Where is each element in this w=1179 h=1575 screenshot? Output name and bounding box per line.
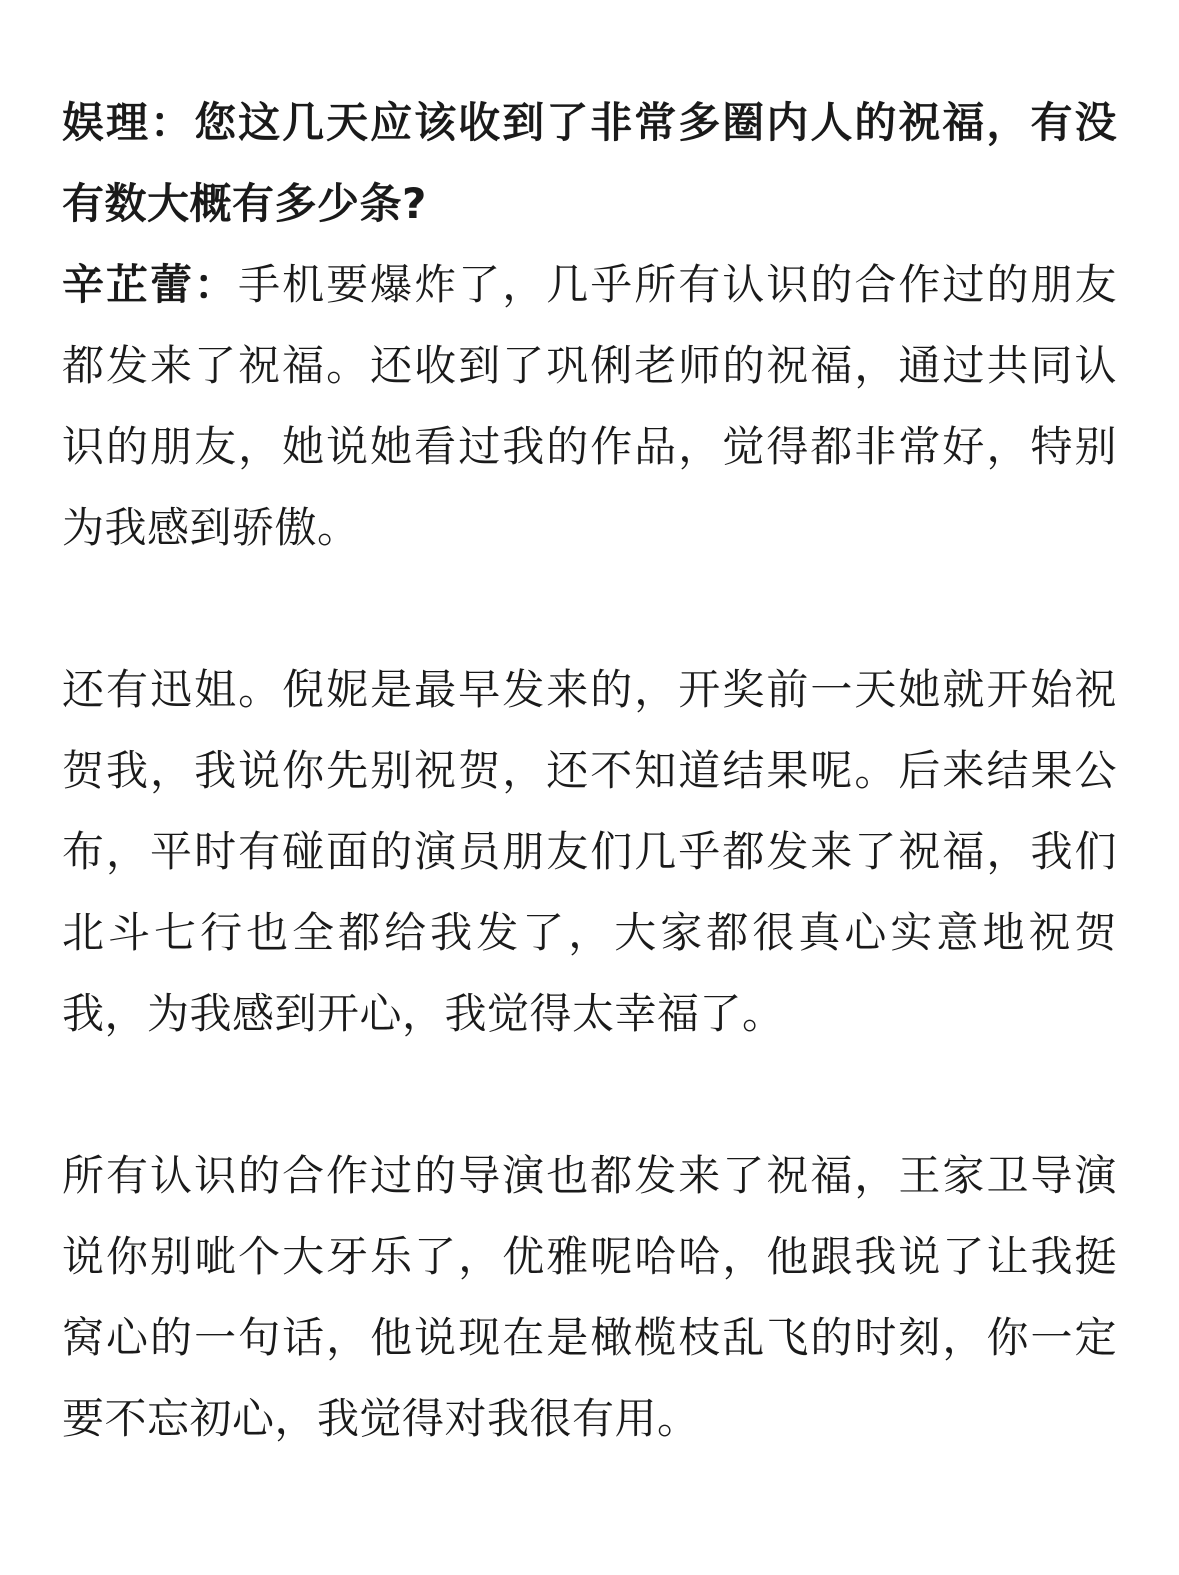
- answer-text-1: 手机要爆炸了，几乎所有认识的合作过的朋友都发来了祝福。还收到了巩俐老师的祝福，通过共同认识的朋友，她说她看过我的作品，觉得都非常好，特别为我感到骄傲。: [62, 260, 1117, 552]
- interviewee-name: 辛芷蕾：: [62, 260, 239, 309]
- paragraph-spacer: [62, 568, 1117, 649]
- question-paragraph: [62, 82, 1117, 244]
- interviewer-name: 娱理：: [62, 98, 195, 147]
- question-text: 您这几天应该收到了非常多圈内人的祝福，有没有数大概有多少条?: [62, 98, 1117, 228]
- answer-paragraph-1: [62, 244, 1117, 568]
- answer-paragraph-2: 还有迅姐。倪妮是最早发来的，开奖前一天她就开始祝贺我，我说你先别祝贺，还不知道结果呢。后来结果公布，平时有碰面的演员朋友们几乎都发来了祝福，我们北斗七行也全都给我发了，大家都很真心实意地祝贺我，为我感到开心，我觉得太幸福了。: [62, 665, 1117, 1038]
- paragraph-spacer: [62, 1054, 1117, 1135]
- answer-paragraph-3: 所有认识的合作过的导演也都发来了祝福，王家卫导演说你别呲个大牙乐了，优雅呢哈哈，他跟我说了让我挺窝心的一句话，他说现在是橄榄枝乱飞的时刻，你一定要不忘初心，我觉得对我很有用。: [62, 1151, 1117, 1443]
